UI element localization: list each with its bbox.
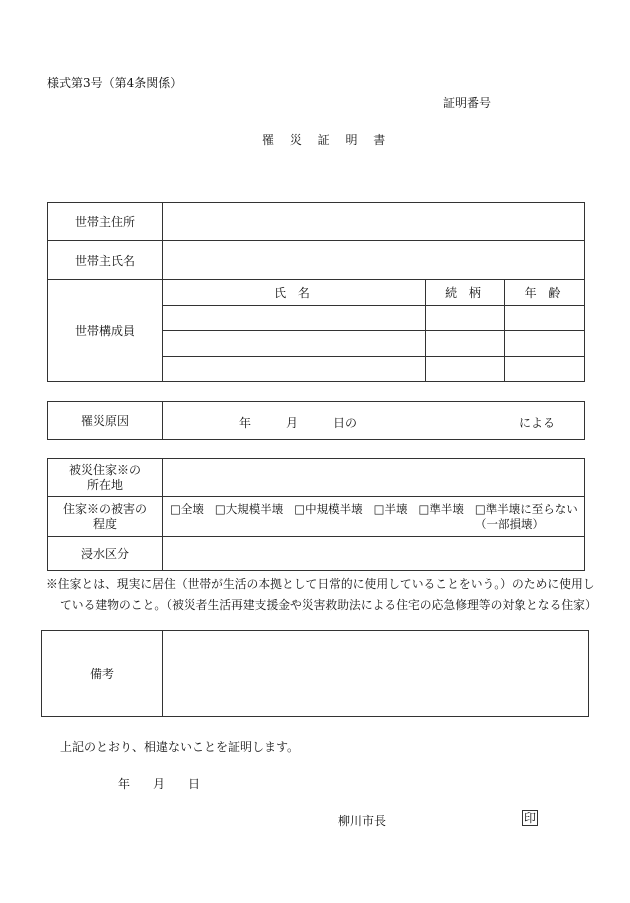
partial-damage-note: （一部損壊）	[475, 516, 544, 531]
certification-statement: 上記のとおり、相違ないことを証明します。	[60, 740, 300, 754]
mayor-signature: 柳川市長	[338, 814, 387, 828]
date-month-label: 月	[153, 777, 166, 791]
member-age-cell[interactable]	[505, 331, 585, 357]
remarks-label: 備考	[42, 631, 163, 717]
member-name-cell[interactable]	[163, 306, 426, 331]
column-age-header: 年 齢	[505, 280, 585, 306]
location-label-line2: 所在地	[86, 477, 123, 492]
cause-day-of-label: 日の	[333, 416, 358, 430]
disaster-cause-table	[47, 401, 585, 440]
flood-category-label: 浸水区分	[48, 537, 163, 571]
household-head-address-label: 世帯主住所	[48, 203, 163, 241]
cause-year-label: 年	[239, 416, 252, 430]
column-relation-header: 続 柄	[426, 280, 505, 306]
damage-degree-options	[163, 497, 585, 537]
flood-category-field[interactable]	[163, 537, 585, 571]
cause-due-to-label: による	[519, 416, 556, 430]
member-age-cell[interactable]	[505, 357, 585, 382]
household-head-address-field[interactable]	[163, 203, 585, 241]
date-day-label: 日	[188, 777, 201, 791]
member-relation-cell[interactable]	[426, 306, 505, 331]
degree-label-line2: 程度	[92, 516, 117, 531]
checkbox-large-scale-half-collapse[interactable]: □大規模半壊	[214, 501, 284, 516]
member-age-cell[interactable]	[505, 306, 585, 331]
household-members-label: 世帯構成員	[48, 280, 163, 382]
date-year-label: 年	[118, 777, 131, 791]
checkbox-total-collapse[interactable]: □全壊	[170, 501, 204, 516]
remarks-field[interactable]	[163, 631, 589, 717]
damaged-house-location-label	[48, 459, 163, 497]
remarks-table	[41, 630, 589, 717]
disaster-cause-field[interactable]	[163, 402, 585, 440]
household-head-name-label: 世帯主氏名	[48, 241, 163, 280]
footnote-line-2: ている建物のこと。（被災者生活再建支援金や災害救助法による住宅の応急修理等の対象となる住家）	[60, 598, 597, 612]
footnote-line-1: ※住家とは、現実に居住（世帯が生活の本拠として日常的に使用していることをいう。）のために使用し	[46, 577, 595, 591]
cause-month-label: 月	[286, 416, 299, 430]
member-relation-cell[interactable]	[426, 357, 505, 382]
column-name-header: 氏 名	[163, 280, 426, 306]
household-table	[47, 202, 585, 382]
member-name-cell[interactable]	[163, 331, 426, 357]
checkbox-medium-scale-half-collapse[interactable]: □中規模半壊	[294, 501, 363, 516]
checkbox-below-semi-half-collapse[interactable]: □準半壊に至らない	[474, 501, 578, 516]
form-number: 様式第3号（第4条関係）	[47, 76, 183, 90]
damage-degree-label	[48, 497, 163, 537]
damaged-house-location-field[interactable]	[163, 459, 585, 497]
location-label-line1: 被災住家※の	[68, 462, 141, 477]
member-name-cell[interactable]	[163, 357, 426, 382]
degree-label-line1: 住家※の被害の	[62, 501, 147, 516]
disaster-cause-label: 罹災原因	[48, 402, 163, 440]
document-title: 罹 災 証 明 書	[262, 133, 392, 147]
checkbox-semi-half-collapse[interactable]: □準半壊	[418, 501, 464, 516]
seal-box: 印	[524, 811, 537, 825]
member-relation-cell[interactable]	[426, 331, 505, 357]
damage-table	[47, 458, 585, 571]
checkbox-half-collapse[interactable]: □半壊	[373, 501, 408, 516]
household-head-name-field[interactable]	[163, 241, 585, 280]
certificate-number-label: 証明番号	[443, 96, 492, 110]
